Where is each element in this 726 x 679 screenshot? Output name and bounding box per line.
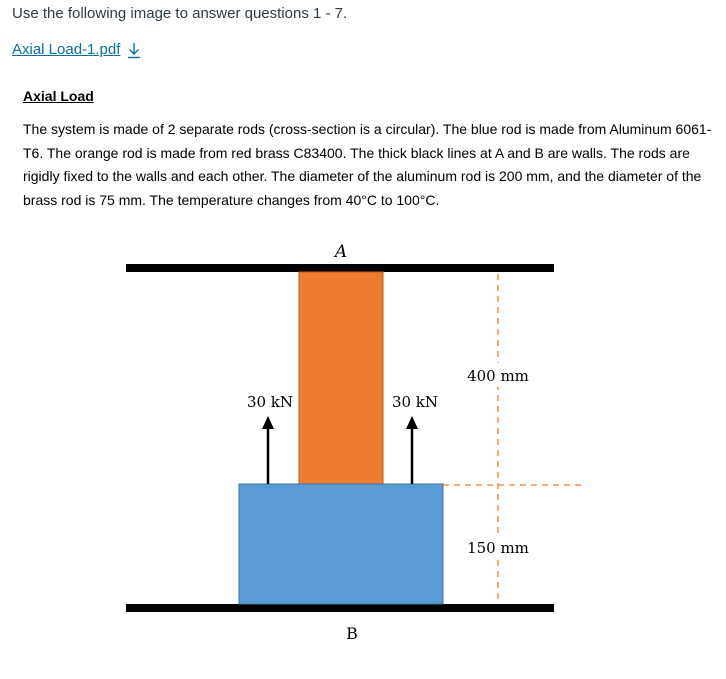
aluminum-rod — [239, 484, 443, 604]
force-arrow-right — [406, 416, 418, 484]
intro-text: Use the following image to answer questions 1 - 7. — [12, 5, 348, 22]
brass-rod — [299, 272, 383, 484]
wall-a — [126, 264, 554, 272]
dimension-label-upper: 400 mm — [467, 367, 529, 385]
force-label-left: 30 kN — [246, 393, 294, 411]
problem-description: The system is made of 2 separate rods (cross-section is a circular). The blue rod is made from Aluminum 6061-T6. The orange rod is made from red brass C83400. The thick black lines at A and B are walls. The rods are rigidly fixed to the walls and each other. The diameter of the aluminum rod is 200 mm, and the diameter of the brass rod is 75 mm. The temperature changes from 40°C to 100°C. — [23, 121, 712, 208]
problem-title: Axial Load — [23, 88, 94, 104]
label-wall-a: A — [334, 242, 348, 262]
attachment-link[interactable]: Axial Load-1.pdf — [12, 41, 121, 58]
dimension-label-lower: 150 mm — [467, 539, 529, 557]
force-label-right: 30 kN — [391, 393, 439, 411]
label-wall-b: B — [346, 624, 358, 643]
wall-b — [126, 604, 554, 612]
force-arrow-left — [262, 416, 274, 484]
